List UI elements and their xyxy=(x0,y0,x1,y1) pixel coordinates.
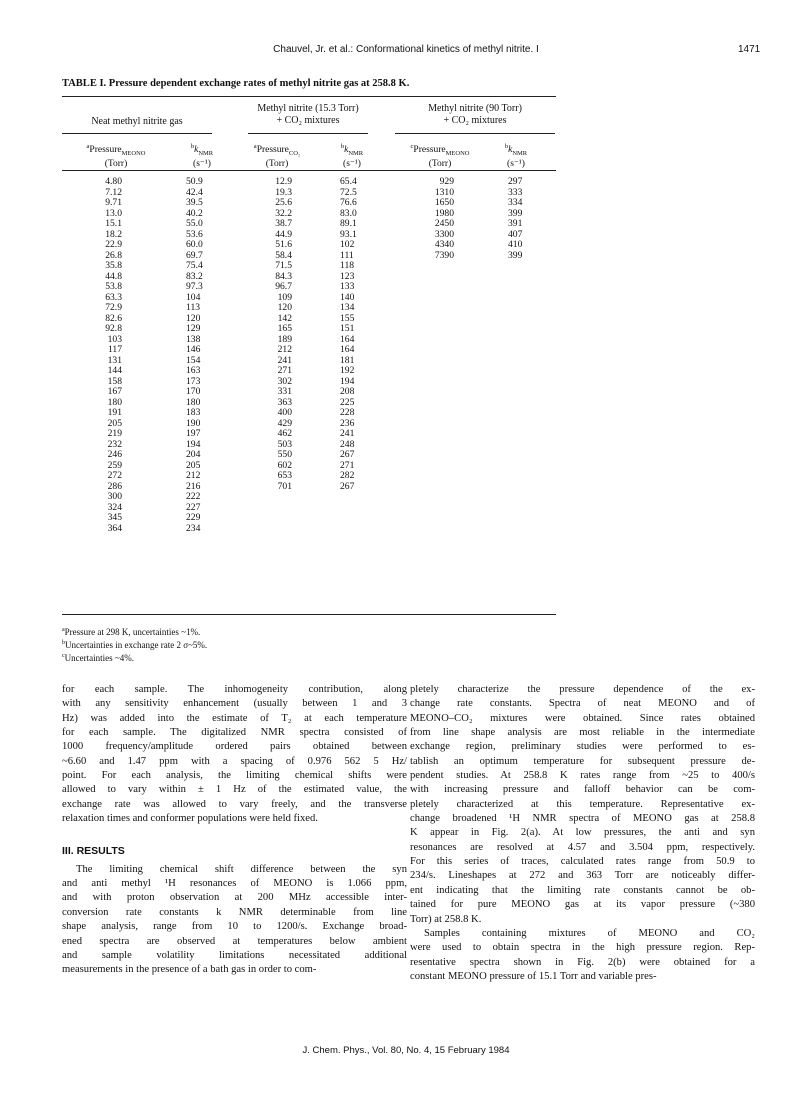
table-cell-neat-pressure: 7.12 xyxy=(105,186,122,198)
table-cell-co2-pressure: 51.6 xyxy=(275,239,292,250)
text-line: pletely characterized at this temperature. Representative ex- xyxy=(410,798,755,810)
text-line: Samples containing mixtures of MEONO and CO₂ xyxy=(424,927,755,939)
text-line: exchange rate was allowed to vary freely, and the transverse xyxy=(62,798,407,810)
text-line: were used to obtain spectra in the high pressure region. Rep- xyxy=(410,942,755,954)
table-cell-neat-k: 154 xyxy=(186,354,201,366)
table-cell-neat-pressure: 259 xyxy=(107,459,122,471)
text-line: and sample volatility limitations necessitated additional xyxy=(62,949,407,961)
table-cell-neat-pressure: 13.0 xyxy=(105,207,122,219)
table-cell-co2-k: 164 xyxy=(340,333,355,345)
body-right-column xyxy=(410,683,755,984)
text-line: pendent studies. At 258.8 K rates range from ~25 to 400/s xyxy=(410,770,755,782)
table-cell-neat-k: 39.5 xyxy=(186,197,203,208)
table-cell-90torr-k: 297 xyxy=(508,176,523,187)
table-cell-neat-pressure: 35.8 xyxy=(105,260,122,271)
col-90torr-k xyxy=(508,177,548,261)
group-header-neat: Neat methyl nitrite gas xyxy=(91,116,183,127)
table-cell-neat-pressure: 364 xyxy=(107,522,122,534)
section-heading-results: III. RESULTS xyxy=(62,845,125,858)
table-cell-neat-pressure: 103 xyxy=(107,333,122,345)
right-paragraph-1 xyxy=(410,683,755,927)
table-cell-co2-k: 83.0 xyxy=(340,207,357,219)
table-cell-90torr-k: 399 xyxy=(508,249,523,261)
table-cell-co2-pressure: 602 xyxy=(277,459,292,471)
table-top-rule xyxy=(62,96,556,97)
group-header-15torr: Methyl nitrite (15.3 Torr) + CO₂ mixtures xyxy=(257,103,359,126)
table-cell-co2-pressure: 58.4 xyxy=(275,249,292,261)
table-cell-co2-pressure: 331 xyxy=(277,386,292,397)
col-co2-k xyxy=(340,177,380,492)
col-header-k-nmr-90torr: $^bk_{NMR}$ (s⁻¹) xyxy=(504,143,528,170)
table-cell-neat-k: 183 xyxy=(186,407,201,418)
table-cell-neat-k: 75.4 xyxy=(186,260,203,271)
page-number: 1471 xyxy=(738,44,761,55)
table-cell-co2-k: 89.1 xyxy=(340,218,357,229)
table-cell-neat-k: 227 xyxy=(186,501,201,513)
table-cell-co2-pressure: 212 xyxy=(277,344,292,355)
table-cell-co2-pressure: 32.2 xyxy=(275,207,292,219)
table-cell-co2-k: 267 xyxy=(340,449,355,460)
table-cell-90torr-pressure: 929 xyxy=(439,176,454,187)
table-cell-90torr-pressure: 7390 xyxy=(434,249,454,261)
table-cell-co2-k: 225 xyxy=(340,396,355,408)
table-cell-90torr-pressure: 4340 xyxy=(434,239,454,250)
right-paragraph-2 xyxy=(410,927,755,984)
table-cell-neat-k: 212 xyxy=(186,470,201,481)
table-cell-neat-pressure: 4.80 xyxy=(105,176,122,187)
table-cell-neat-k: 234 xyxy=(186,522,201,534)
text-line: and anti methyl ¹H resonances of MEONO is 1.066 ppm, xyxy=(62,878,407,890)
table-cell-co2-k: 155 xyxy=(340,312,355,324)
table-cell-neat-pressure: 167 xyxy=(107,386,122,397)
table-cell-90torr-pressure: 1650 xyxy=(434,197,454,208)
table-cell-co2-k: 118 xyxy=(340,260,355,271)
table-bottom-rule xyxy=(62,614,556,615)
table-cell-neat-pressure: 22.9 xyxy=(105,239,122,250)
table-cell-neat-k: 129 xyxy=(186,323,201,334)
table-cell-co2-pressure: 71.5 xyxy=(275,260,292,271)
table-cell-co2-pressure: 503 xyxy=(277,438,292,450)
table-header-rule xyxy=(62,170,556,171)
text-line: MEONO–CO₂ mixtures were obtained. Since rates obtained xyxy=(410,712,755,724)
table-cell-co2-k: 151 xyxy=(340,323,355,334)
text-line: from line shape analysis are most reliable in the intermediate xyxy=(410,727,755,739)
text-line: tained for pure MEONO gas at its vapor pressure (~380 xyxy=(410,899,755,911)
text-line: resonances are resolved at 4.57 and 3.504 ppm, respectively. xyxy=(410,841,755,853)
group-rule-15torr xyxy=(248,133,368,134)
table-cell-neat-k: 197 xyxy=(186,428,201,439)
table-cell-neat-pressure: 246 xyxy=(107,449,122,460)
text-line: ~6.60 and 1.47 ppm with a spacing of 0.976 562 5 Hz/ xyxy=(62,755,407,767)
text-line: conversion rate constants k NMR determinable from line xyxy=(62,906,407,918)
table-cell-neat-k: 216 xyxy=(186,480,201,492)
table-cell-co2-pressure: 19.3 xyxy=(275,186,292,198)
table-cell-neat-k: 170 xyxy=(186,386,201,397)
table-cell-neat-k: 194 xyxy=(186,438,201,450)
text-line: ent indicating that the limiting rate constants cannot be ob- xyxy=(410,884,755,896)
table-cell-neat-pressure: 300 xyxy=(107,491,122,502)
table-cell-neat-pressure: 9.71 xyxy=(105,197,122,208)
text-line: measurements in the presence of a bath gas in order to com- xyxy=(62,964,317,976)
table-caption: TABLE I. Pressure dependent exchange rates of methyl nitrite gas at 258.8 K. xyxy=(62,78,410,89)
table-cell-co2-k: 123 xyxy=(340,270,355,282)
text-line: For this series of traces, calculated rates range from 50.9 to xyxy=(410,856,755,868)
table-cell-90torr-k: 333 xyxy=(508,186,523,198)
table-cell-neat-k: 138 xyxy=(186,333,201,345)
table-cell-co2-pressure: 25.6 xyxy=(275,197,292,208)
running-head-title: Chauvel, Jr. et al.: Conformational kinetics of methyl nitrite. I xyxy=(273,44,539,55)
footnote-a: $^a$Pressure at 298 K, uncertainties ~1%. xyxy=(62,627,201,637)
text-line: and with proton observation at 200 MHz accessible inter- xyxy=(62,892,407,904)
table-cell-neat-pressure: 18.2 xyxy=(105,228,122,240)
table-cell-neat-k: 60.0 xyxy=(186,239,203,250)
table-cell-neat-k: 204 xyxy=(186,449,201,460)
table-cell-neat-k: 50.9 xyxy=(186,176,203,187)
text-line: 1000 frequency/amplitude ordered pairs obtained between xyxy=(62,741,407,753)
table-cell-co2-pressure: 12.9 xyxy=(275,176,292,187)
table-cell-co2-pressure: 429 xyxy=(277,417,292,429)
left-paragraph-2 xyxy=(62,863,407,978)
table-cell-neat-pressure: 158 xyxy=(107,375,122,387)
table-cell-neat-pressure: 219 xyxy=(107,428,122,439)
table-cell-co2-pressure: 84.3 xyxy=(275,270,292,282)
table-cell-neat-k: 42.4 xyxy=(186,186,203,198)
table-cell-neat-pressure: 232 xyxy=(107,438,122,450)
table-cell-co2-pressure: 44.9 xyxy=(275,228,292,240)
table-cell-90torr-k: 399 xyxy=(508,207,523,219)
text-line: for each sample. The digitalized NMR spectra consisted of xyxy=(62,727,407,739)
table-cell-neat-k: 40.2 xyxy=(186,207,203,219)
table-cell-co2-pressure: 165 xyxy=(277,323,292,334)
text-line: tablish an optimum temperature for subsequent pressure de- xyxy=(410,755,755,767)
left-paragraph-1 xyxy=(62,683,407,826)
table-cell-co2-k: 93.1 xyxy=(340,228,357,240)
text-line: shape analysis, range from 10 to 1200/s. Exchange broad- xyxy=(62,921,407,933)
text-line: change rate constants. Spectra of neat MEONO and of xyxy=(410,698,755,710)
table-cell-co2-k: 72.5 xyxy=(340,186,357,198)
table-cell-neat-pressure: 286 xyxy=(107,480,122,492)
table-cell-neat-k: 163 xyxy=(186,365,201,376)
table-cell-co2-k: 228 xyxy=(340,407,355,418)
body-left-column xyxy=(62,683,407,978)
table-cell-neat-k: 229 xyxy=(186,512,201,523)
table-cell-co2-k: 282 xyxy=(340,470,355,481)
table-cell-neat-k: 104 xyxy=(186,291,201,303)
table-cell-neat-k: 222 xyxy=(186,491,201,502)
table-cell-90torr-pressure: 1310 xyxy=(434,186,454,198)
table-cell-90torr-pressure: 2450 xyxy=(434,218,454,229)
col-header-k-nmr-15torr: $^bk_{NMR}$ (s⁻¹) xyxy=(340,143,364,170)
table-cell-co2-pressure: 38.7 xyxy=(275,218,292,229)
table-cell-co2-k: 111 xyxy=(340,249,354,261)
table-cell-neat-pressure: 15.1 xyxy=(105,218,122,229)
table-cell-90torr-pressure: 3300 xyxy=(434,228,454,240)
table-cell-co2-pressure: 142 xyxy=(277,312,292,324)
table-cell-neat-pressure: 117 xyxy=(107,344,122,355)
table-cell-co2-k: 248 xyxy=(340,438,355,450)
table-cell-co2-pressure: 302 xyxy=(277,375,292,387)
table-cell-neat-k: 205 xyxy=(186,459,201,471)
table-footnotes xyxy=(62,625,207,664)
text-line: pletely characterize the pressure dependence of the ex- xyxy=(410,684,755,695)
table-cell-90torr-k: 407 xyxy=(508,228,523,240)
footnote-c: $^c$Uncertainties ~4%. xyxy=(62,653,135,663)
col-90torr-pressure xyxy=(412,177,454,261)
table-cell-co2-k: 164 xyxy=(340,344,355,355)
text-line: Torr) at 258.8 K. xyxy=(410,913,482,925)
text-line: ened spectra are observed at temperatures below ambient xyxy=(62,935,407,947)
text-line: constant MEONO pressure of 15.1 Torr and variable pres- xyxy=(410,970,657,982)
col-neat-pressure xyxy=(80,177,122,534)
table-cell-co2-pressure: 271 xyxy=(277,365,292,376)
table-cell-neat-pressure: 205 xyxy=(107,417,122,429)
text-line: K appear in Fig. 2(a). At low pressures, the anti and syn xyxy=(410,827,755,839)
table-cell-co2-k: 194 xyxy=(340,375,355,387)
table-cell-neat-pressure: 92.8 xyxy=(105,323,122,334)
col-co2-pressure xyxy=(250,177,292,492)
table-cell-co2-pressure: 701 xyxy=(277,480,292,492)
text-line: Hz) was added into the estimate of T₂ at each temperature xyxy=(62,712,407,724)
table-cell-neat-pressure: 324 xyxy=(107,501,122,513)
text-line: for each sample. The inhomogeneity contribution, along xyxy=(62,684,407,695)
table-cell-neat-pressure: 144 xyxy=(107,365,122,376)
table-cell-co2-pressure: 363 xyxy=(277,396,292,408)
table-cell-neat-k: 146 xyxy=(186,344,201,355)
table-cell-neat-pressure: 272 xyxy=(107,470,122,481)
table-cell-neat-k: 55.0 xyxy=(186,218,203,229)
table-cell-neat-pressure: 26.8 xyxy=(105,249,122,261)
group-header-90torr: Methyl nitrite (90 Torr) + CO₂ mixtures xyxy=(428,103,522,126)
text-line: exchange region, preliminary studies were performed to es- xyxy=(410,741,755,753)
table-cell-co2-pressure: 550 xyxy=(277,449,292,460)
group-rule-neat xyxy=(62,133,212,134)
table-cell-neat-pressure: 44.8 xyxy=(105,270,122,282)
col-header-k-nmr-neat: $^bk_{NMR}$ (s⁻¹) xyxy=(190,143,214,170)
table-cell-neat-k: 190 xyxy=(186,417,201,429)
table-cell-co2-k: 134 xyxy=(340,302,355,313)
text-line: resentative spectra shown in Fig. 2(b) were obtained for a xyxy=(410,956,755,968)
text-line: 234/s. Lineshapes at 272 and 363 Torr are noticeably differ- xyxy=(410,870,755,882)
journal-footer: J. Chem. Phys., Vol. 80, No. 4, 15 February 1984 xyxy=(302,1045,510,1056)
text-line: point. For each analysis, the limiting chemical shifts were xyxy=(62,770,407,782)
text-line: The limiting chemical shift difference between the syn xyxy=(76,863,407,875)
table-cell-neat-k: 173 xyxy=(186,375,201,387)
table-cell-neat-pressure: 63.3 xyxy=(105,291,122,303)
text-line: with increasing pressure and falloff behavior can be com- xyxy=(410,784,755,796)
table-cell-neat-pressure: 191 xyxy=(107,407,122,418)
table-cell-co2-k: 133 xyxy=(340,281,355,292)
table-cell-neat-pressure: 180 xyxy=(107,396,122,408)
table-cell-neat-pressure: 53.8 xyxy=(105,281,122,292)
text-line: allowed to vary within ± 1 Hz of the estimated value, the xyxy=(62,784,407,796)
col-neat-k xyxy=(186,177,226,534)
col-header-pressure-meono: $^a$Pressure$_{MEONO}$ (Torr) xyxy=(86,143,146,170)
table-cell-co2-k: 236 xyxy=(340,417,355,429)
table-cell-co2-pressure: 241 xyxy=(277,354,292,366)
group-rule-90torr xyxy=(395,133,555,134)
col-header-pressure-meono-90: $^c$Pressure$_{MEONO}$ (Torr) xyxy=(410,143,470,170)
text-line: relaxation times and conformer populations were held fixed. xyxy=(62,813,318,825)
table-cell-90torr-k: 334 xyxy=(508,197,523,208)
table-cell-co2-pressure: 400 xyxy=(277,407,292,418)
col-header-pressure-co2: $^a$Pressure$_{CO_2}$ (Torr) xyxy=(253,143,301,170)
table-cell-neat-k: 113 xyxy=(186,302,201,313)
text-line: change broadened ¹H NMR spectra of MEONO gas at 258.8 xyxy=(410,813,755,825)
table-cell-co2-pressure: 96.7 xyxy=(275,281,292,292)
table-cell-neat-k: 120 xyxy=(186,312,201,324)
table-cell-co2-pressure: 462 xyxy=(277,428,292,439)
footnote-b: $^b$Uncertainties in exchange rate 2 σ~5%. xyxy=(62,640,208,650)
table-cell-neat-pressure: 131 xyxy=(107,354,122,366)
table-cell-neat-k: 53.6 xyxy=(186,228,203,240)
table-cell-neat-pressure: 82.6 xyxy=(105,312,122,324)
table-cell-co2-k: 208 xyxy=(340,386,355,397)
table-cell-co2-k: 102 xyxy=(340,239,355,250)
table-cell-90torr-k: 391 xyxy=(508,218,523,229)
table-cell-neat-k: 97.3 xyxy=(186,281,203,292)
table-cell-neat-k: 69.7 xyxy=(186,249,203,261)
table-cell-neat-pressure: 72.9 xyxy=(105,302,122,313)
table-cell-co2-pressure: 120 xyxy=(277,302,292,313)
table-cell-co2-k: 267 xyxy=(340,480,355,492)
table-cell-co2-pressure: 109 xyxy=(277,291,292,303)
text-line: with any sensitivity enhancement (usually between 1 and 3 xyxy=(62,698,407,710)
table-cell-neat-k: 180 xyxy=(186,396,201,408)
table-cell-co2-pressure: 189 xyxy=(277,333,292,345)
table-cell-90torr-k: 410 xyxy=(508,239,523,250)
table-cell-neat-k: 83.2 xyxy=(186,270,203,282)
table-cell-neat-pressure: 345 xyxy=(107,512,122,523)
table-cell-co2-k: 192 xyxy=(340,365,355,376)
table-cell-co2-k: 65.4 xyxy=(340,176,357,187)
table-cell-co2-k: 181 xyxy=(340,354,355,366)
table-cell-co2-pressure: 653 xyxy=(277,470,292,481)
table-cell-co2-k: 271 xyxy=(340,459,355,471)
table-cell-co2-k: 76.6 xyxy=(340,197,357,208)
table-cell-co2-k: 140 xyxy=(340,291,355,303)
table-cell-co2-k: 241 xyxy=(340,428,355,439)
table-cell-90torr-pressure: 1980 xyxy=(434,207,454,219)
